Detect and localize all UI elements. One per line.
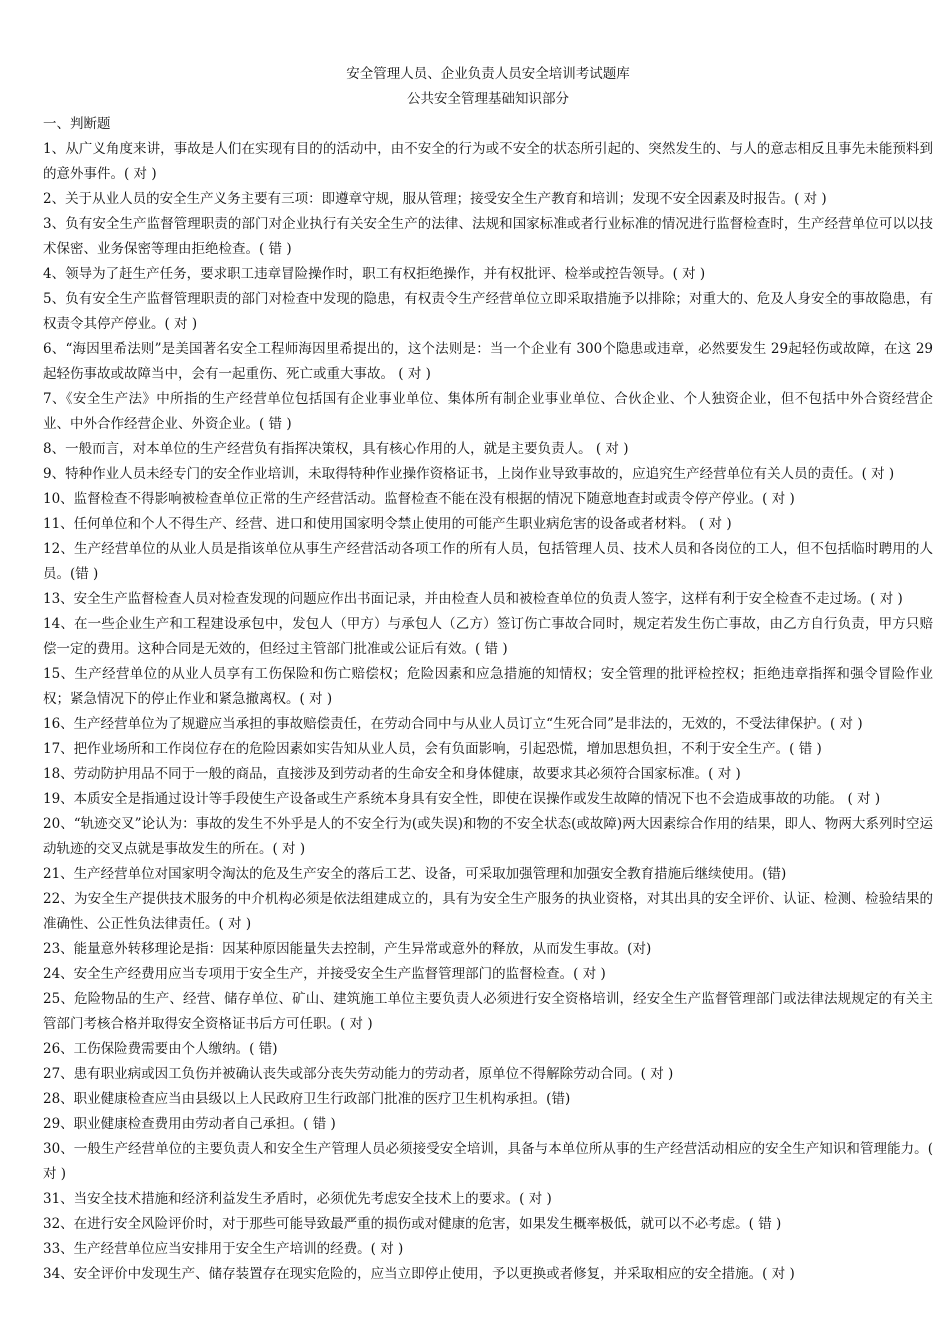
- document-title: 安全管理人员、企业负责人员安全培训考试题库: [346, 66, 630, 82]
- question-item: 21、生产经营单位对国家明令淘汰的危及生产安全的落后工艺、设备，可采取加强管理和加强安全教育措施后继续使用。(错): [43, 866, 787, 882]
- question-item: 7、《安全生产法》中所指的生产经营单位包括国有企业事业单位、集体所有制企业事业单位、合伙企业、个人独资企业，但不包括中外合资经营企业、中外合作经营企业、外资企业。( 错 ): [43, 391, 933, 432]
- question-item: 32、在进行安全风险评价时，对于那些可能导致最严重的损伤或对健康的危害，如果发生概率极低，就可以不必考虑。( 错 ): [43, 1216, 782, 1232]
- question-item: 1、从广义角度来讲，事故是人们在实现有目的的活动中，由不安全的行为或不安全的状态所引起的、突然发生的、与人的意志相反且事先未能预料到的意外事件。( 对 ): [43, 141, 933, 182]
- question-item: 6、“海因里希法则”是美国著名安全工程师海因里希提出的，这个法则是：当一个企业有 300个隐患或违章，必然要发生 29起轻伤或故障，在这 29起轻伤事故或故障当中，会有一起重伤、死亡或重大事故。 ( 对 ): [43, 341, 933, 382]
- question-item: 34、安全评价中发现生产、储存装置存在现实危险的，应当立即停止使用，予以更换或者修复，并采取相应的安全措施。( 对 ): [43, 1266, 795, 1282]
- question-item: 28、职业健康检查应当由县级以上人民政府卫生行政部门批准的医疗卫生机构承担。(错): [43, 1091, 571, 1107]
- question-item: 33、生产经营单位应当安排用于安全生产培训的经费。( 对 ): [43, 1241, 404, 1257]
- question-item: 27、患有职业病或因工负伤并被确认丧失或部分丧失劳动能力的劳动者，原单位不得解除劳动合同。( 对 ): [43, 1066, 674, 1082]
- question-item: 22、为安全生产提供技术服务的中介机构必须是依法组建成立的，具有为安全生产服务的执业资格，对其出具的安全评价、认证、检测、检验结果的准确性、公正性负法律责任。( 对 ): [43, 891, 933, 932]
- question-item: 13、安全生产监督检查人员对检查发现的问题应作出书面记录，并由检查人员和被检查单位的负责人签字，这样有利于安全检查不走过场。( 对 ): [43, 591, 903, 607]
- question-item: 24、安全生产经费用应当专项用于安全生产，并接受安全生产监督管理部门的监督检查。( 对 ): [43, 966, 606, 982]
- question-item: 30、一般生产经营单位的主要负责人和安全生产管理人员必须接受安全培训，具备与本单位所从事的生产经营活动相应的安全生产知识和管理能力。( 对 ): [43, 1141, 938, 1182]
- question-item: 26、工伤保险费需要由个人缴纳。( 错): [43, 1041, 278, 1057]
- question-item: 15、生产经营单位的从业人员享有工伤保险和伤亡赔偿权；危险因素和应急措施的知情权；安全管理的批评检控权；拒绝违章指挥和强令冒险作业权；紧急情况下的停止作业和紧急撤离权。( 对 ): [43, 666, 933, 707]
- question-item: 25、危险物品的生产、经营、储存单位、矿山、建筑施工单位主要负责人必须进行安全资格培训，经安全生产监督管理部门或法律法规规定的有关主管部门考核合格并取得安全资格证书后方可任职。( 对 ): [43, 991, 933, 1032]
- document-page: [43, 62, 938, 1287]
- question-item: 14、在一些企业生产和工程建设承包中，发包人（甲方）与承包人（乙方）签订伤亡事故合同时，规定若发生伤亡事故，由乙方自行负责，甲方只赔偿一定的费用。这种合同是无效的，但经过主管部门批准或公证后有效。( 错 ): [43, 616, 933, 657]
- question-item: 23、能量意外转移理论是指：因某种原因能量失去控制，产生异常或意外的释放，从而发生事故。(对): [43, 941, 652, 957]
- question-item: 16、生产经营单位为了规避应当承担的事故赔偿责任，在劳动合同中与从业人员订立“生死合同”是非法的，无效的，不受法律保护。( 对 ): [43, 716, 863, 732]
- question-item: 3、负有安全生产监督管理职责的部门对企业执行有关安全生产的法律、法规和国家标准或者行业标准的情况进行监督检查时，生产经营单位可以以技术保密、业务保密等理由拒绝检查。( 错 ): [43, 216, 933, 257]
- question-item: 4、领导为了赶生产任务，要求职工违章冒险操作时，职工有权拒绝操作，并有权批评、检举或控告领导。( 对 ): [43, 266, 706, 282]
- question-item: 29、职业健康检查费用由劳动者自己承担。( 错 ): [43, 1116, 336, 1132]
- document-subtitle: 公共安全管理基础知识部分: [407, 91, 569, 107]
- question-item: 31、当安全技术措施和经济利益发生矛盾时，必须优先考虑安全技术上的要求。( 对 ): [43, 1191, 552, 1207]
- question-item: 19、本质安全是指通过设计等手段使生产设备或生产系统本身具有安全性，即使在误操作或发生故障的情况下也不会造成事故的功能。 ( 对 ): [43, 791, 881, 807]
- question-item: 11、任何单位和个人不得生产、经营、进口和使用国家明令禁止使用的可能产生职业病危害的设备或者材料。 ( 对 ): [43, 516, 732, 532]
- question-item: 8、一般而言，对本单位的生产经营负有指挥决策权，具有核心作用的人，就是主要负责人。 ( 对 ): [43, 441, 629, 457]
- question-item: 17、把作业场所和工作岗位存在的危险因素如实告知从业人员，会有负面影响，引起恐慌，增加思想负担，不利于安全生产。( 错 ): [43, 741, 822, 757]
- section-heading: 一、判断题: [43, 116, 111, 132]
- question-item: 5、负有安全生产监督管理职责的部门对检查中发现的隐患，有权责令生产经营单位立即采取措施予以排除；对重大的、危及人身安全的事故隐患，有权责令其停产停业。( 对 ): [43, 291, 933, 332]
- question-item: 18、劳动防护用品不同于一般的商品，直接涉及到劳动者的生命安全和身体健康，故要求其必须符合国家标准。( 对 ): [43, 766, 741, 782]
- question-item: 20、“轨迹交叉”论认为：事故的发生不外乎是人的不安全行为(或失误)和物的不安全状态(或故障)两大因素综合作用的结果，即人、物两大系列时空运动轨迹的交叉点就是事故发生的所在。( 对 ): [43, 816, 934, 857]
- question-item: 9、特种作业人员未经专门的安全作业培训，未取得特种作业操作资格证书，上岗作业导致事故的，应追究生产经营单位有关人员的责任。( 对 ): [43, 466, 895, 482]
- question-list: [43, 137, 938, 1287]
- question-item: 10、监督检查不得影响被检查单位正常的生产经营活动。监督检查不能在没有根据的情况下随意地查封或责令停产停业。( 对 ): [43, 491, 795, 507]
- question-item: 2、关于从业人员的安全生产义务主要有三项：即遵章守规，服从管理；接受安全生产教育和培训；发现不安全因素及时报告。( 对 ): [43, 191, 827, 207]
- question-item: 12、生产经营单位的从业人员是指该单位从事生产经营活动各项工作的所有人员，包括管理人员、技术人员和各岗位的工人，但不包括临时聘用的人员。(错 ): [43, 541, 933, 582]
